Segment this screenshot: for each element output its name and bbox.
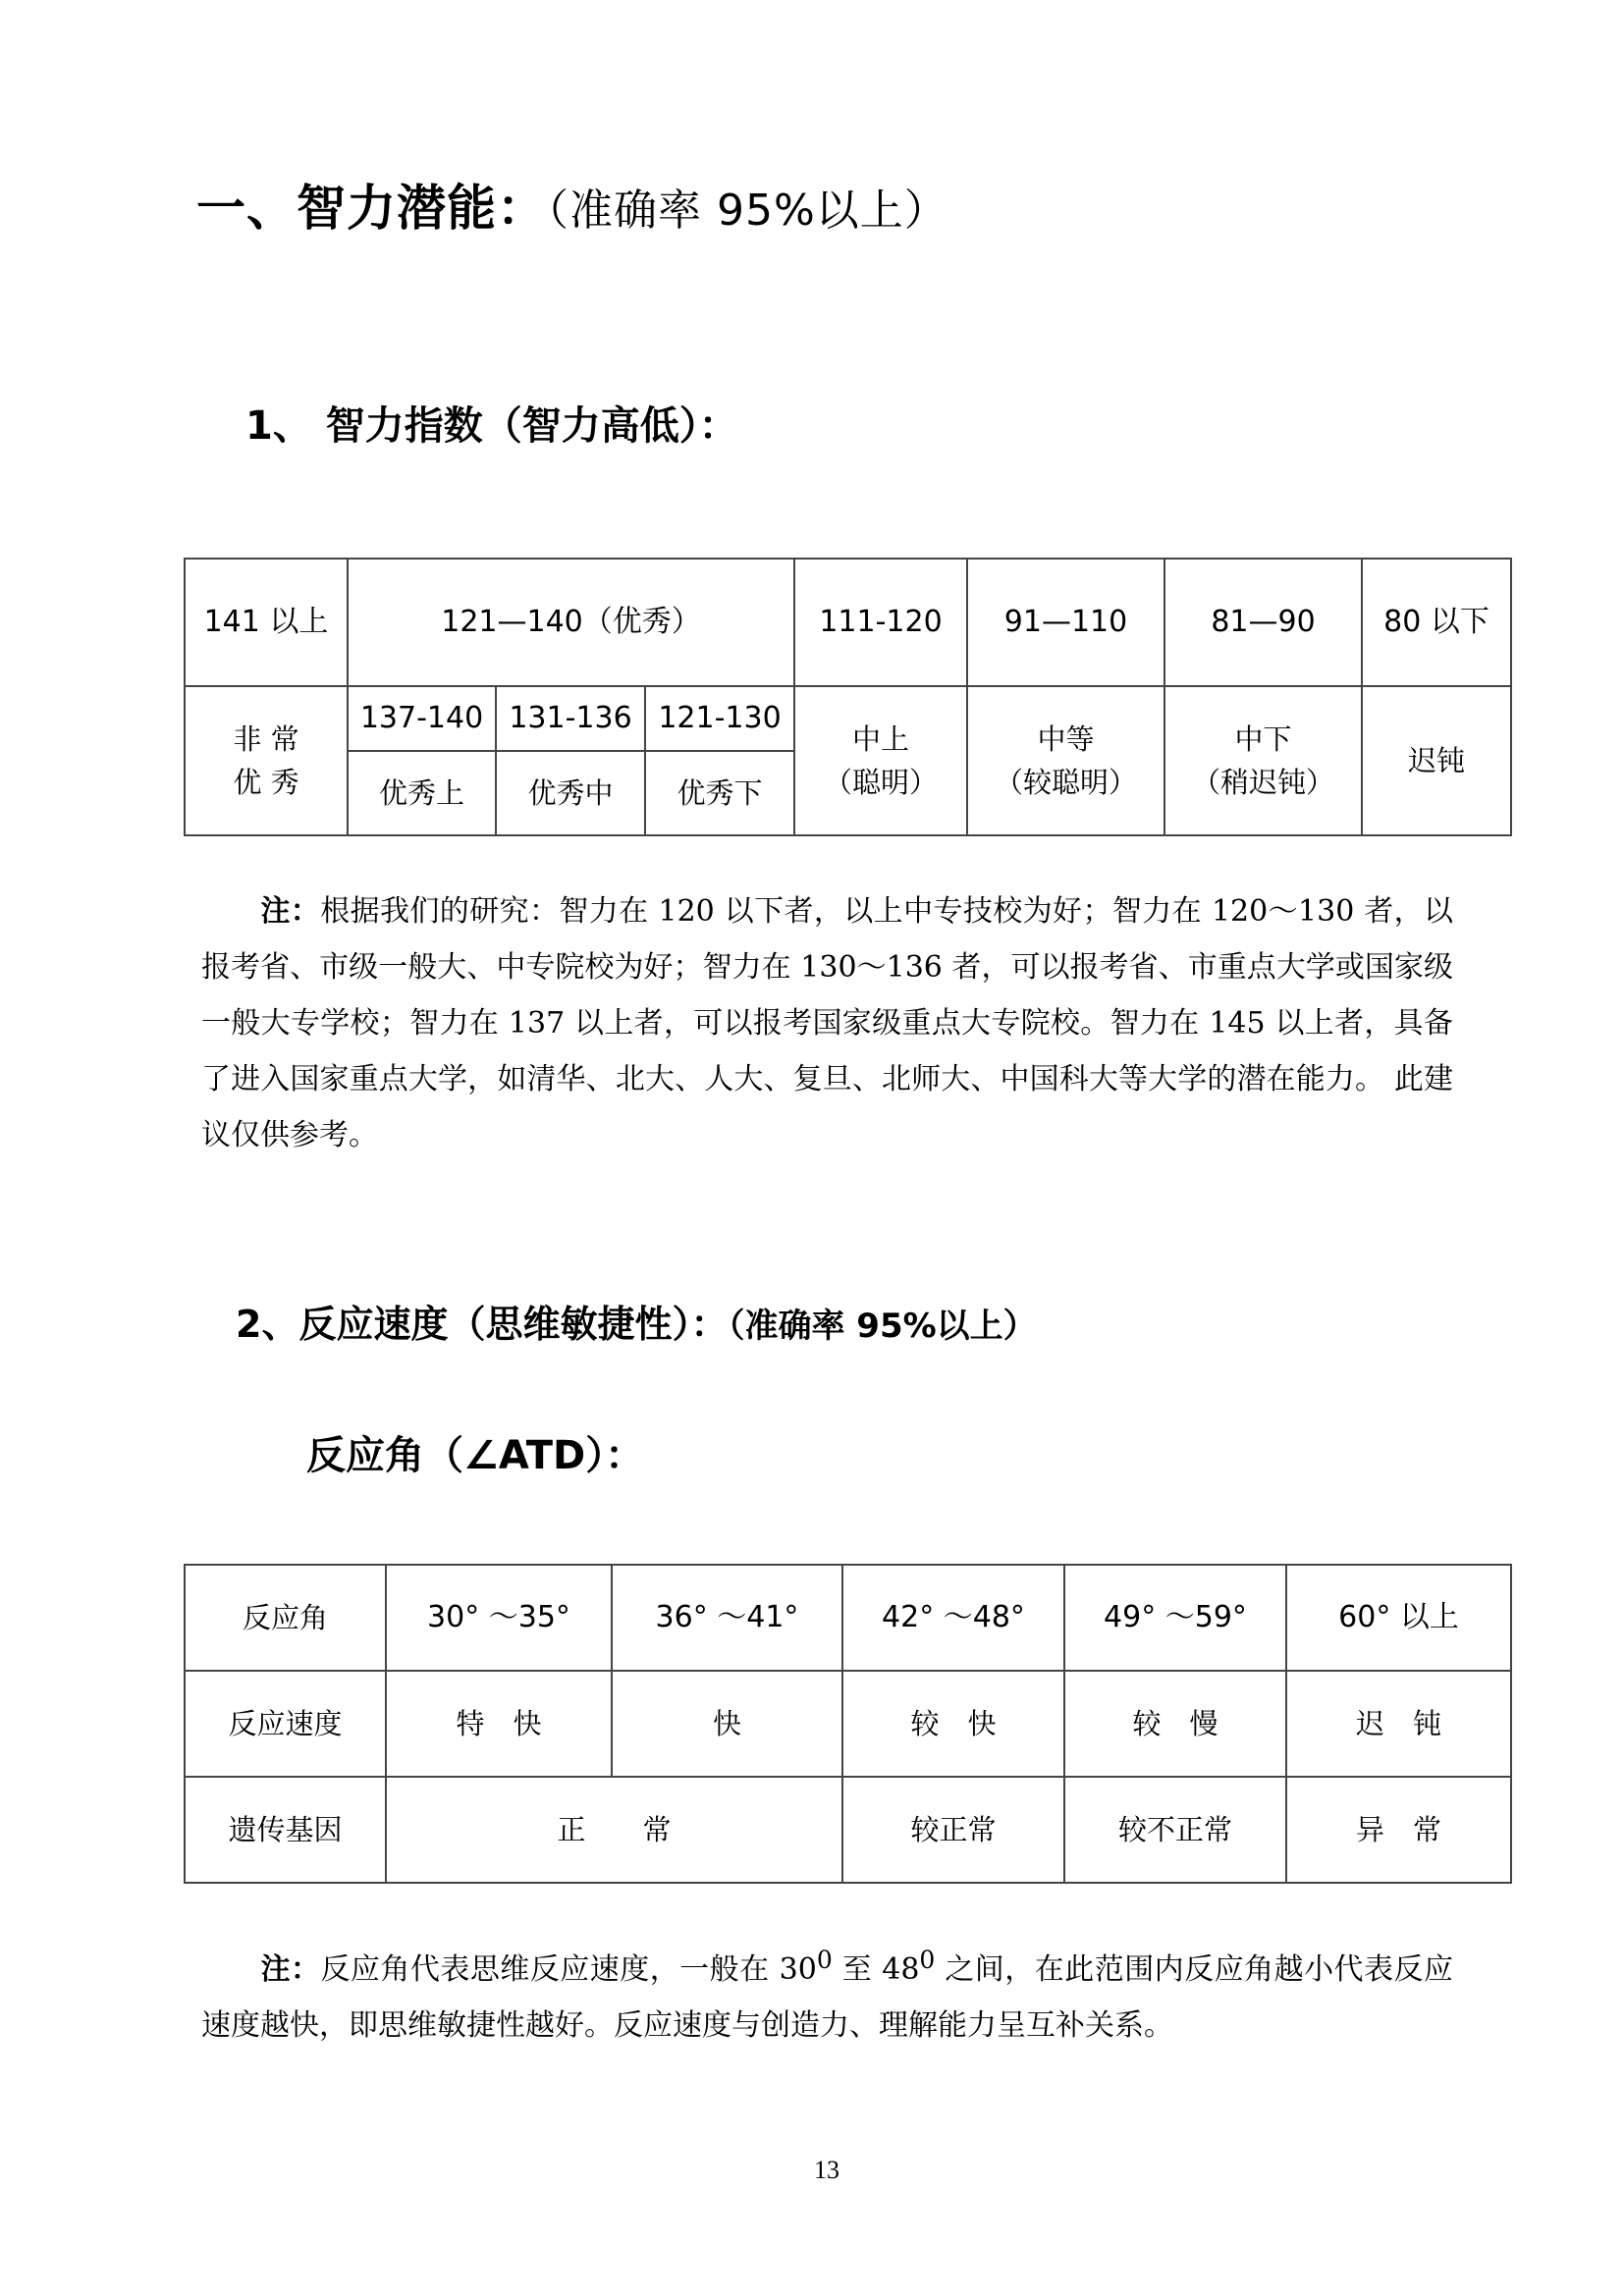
speed-cell: 迟 钝 — [1286, 1671, 1511, 1777]
row-label: 反应角 — [185, 1565, 386, 1671]
iq-sublabel-cell: 优秀上 — [348, 751, 496, 835]
speed-cell: 较 慢 — [1064, 1671, 1286, 1777]
iq-level-cell: 迟钝 — [1362, 686, 1511, 835]
iq-range-row — [185, 559, 1511, 686]
page-number: 13 — [814, 2156, 839, 2184]
iq-level-cell: 中等 （较聪明） — [967, 686, 1164, 835]
iq-range-cell: 80 以下 — [1362, 559, 1511, 686]
iq-level-cell: 中上 （聪明） — [794, 686, 967, 835]
iq-note-text: 根据我们的研究：智力在 120 以下者，以上中专技校为好；智力在 120～130 者，以报考省、市级一般大、中专院校为好；智力在 130～136 者，可以报考省、市重点大学或国家级一般大专学校；智力在 137 以上者，可以报考国家级重点大专院校。智力在 145 以上者，具备了进入国家重点大学，如清华、北大、人大、复旦、北师大、中国科大等大学的潜在能力。 此建议仅供参考。 — [201, 894, 1454, 1152]
iq-level-cell: 中下 （稍迟钝） — [1164, 686, 1362, 835]
gene-cell: 异 常 — [1286, 1777, 1511, 1883]
iq-sublabel-cell: 优秀下 — [645, 751, 794, 835]
gene-cell: 较正常 — [842, 1777, 1064, 1883]
iq-note — [201, 883, 1453, 1163]
iq-range-cell: 111-120 — [794, 559, 967, 686]
angle-cell: 60° 以上 — [1286, 1565, 1511, 1671]
iq-range-cell: 81—90 — [1164, 559, 1362, 686]
iq-subrange-cell: 137-140 — [348, 686, 496, 751]
iq-table — [184, 558, 1512, 836]
iq-range-cell: 121—140（优秀） — [348, 559, 794, 686]
speed-cell: 快 — [612, 1671, 842, 1777]
gene-cell: 正 常 — [386, 1777, 842, 1883]
row-label: 反应速度 — [185, 1671, 386, 1777]
gene-row — [185, 1777, 1511, 1883]
section-title: 一、智力潜能：（准确率 95%以上） — [196, 180, 948, 237]
angle-cell: 36° ～41° — [612, 1565, 842, 1671]
speed-row — [185, 1671, 1511, 1777]
note-label: 注： — [260, 894, 321, 929]
iq-subrange-row — [185, 686, 1511, 751]
angle-cell: 42° ～48° — [842, 1565, 1064, 1671]
iq-subrange-cell: 121-130 — [645, 686, 794, 751]
section-title-accuracy: （准确率 95%以上） — [547, 186, 948, 236]
angle-cell: 49° ～59° — [1064, 1565, 1286, 1671]
iq-subrange-cell: 131-136 — [496, 686, 645, 751]
reaction-table — [184, 1564, 1512, 1884]
note-label: 注： — [260, 1952, 321, 1987]
iq-sublabel-cell: 优秀中 — [496, 751, 645, 835]
row-label: 遗传基因 — [185, 1777, 386, 1883]
angle-row — [185, 1565, 1511, 1671]
speed-cell: 特 快 — [386, 1671, 612, 1777]
reaction-heading: 2、反应速度（思维敏捷性）：（准确率 95%以上） — [236, 1303, 1037, 1346]
reaction-angle-heading: 反应角（∠ATD）： — [306, 1433, 645, 1478]
gene-cell: 较不正常 — [1064, 1777, 1286, 1883]
speed-cell: 较 快 — [842, 1671, 1064, 1777]
iq-range-cell: 141 以上 — [185, 559, 348, 686]
iq-heading: 1、 智力指数（智力高低）： — [245, 403, 738, 449]
iq-level-cell: 非 常 优 秀 — [185, 686, 348, 835]
angle-cell: 30° ～35° — [386, 1565, 612, 1671]
iq-range-cell: 91—110 — [967, 559, 1164, 686]
reaction-note: 注：反应角代表思维反应速度，一般在 $30^0$ 至 $48^0$ 之间，在此范围内反应角越小代表反应速度越快，即思维敏捷性越好。反应速度与创造力、理解能力呈互补关系。 — [201, 1946, 1453, 2043]
reaction-heading-accuracy: （准确率 95%以上） — [728, 1307, 1037, 1346]
